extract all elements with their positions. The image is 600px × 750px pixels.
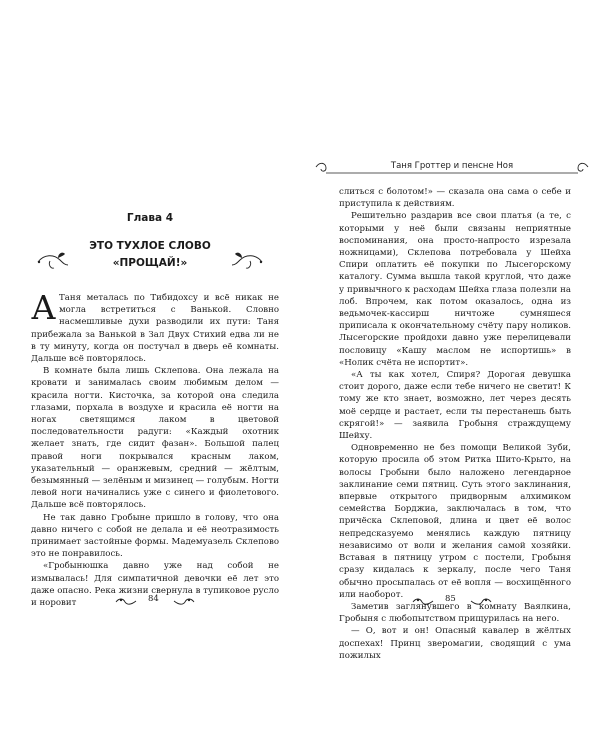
running-head <box>314 157 590 181</box>
chapter-title-line1: ЭТО ТУХЛОЕ СЛОВО <box>89 240 211 252</box>
paragraph: слиться с болотом!» — сказала она сама о себе и приступила к действиям. <box>339 187 571 210</box>
folio-ornament-left <box>115 597 137 606</box>
paragraph: Заметив заглянувшего в комнату Ваялкина, Гробыня с любопытством прищурилась на него. <box>339 601 571 625</box>
paragraph: «Гробынюшка давно уже над собой не измывалась! Для симпатичной девочки её лет это даже опасно. Река жизни свернула в тупиковое русло и норовит <box>31 561 279 609</box>
right-folio <box>412 594 492 608</box>
chapter-title-line2: «ПРОЩАЙ!» <box>112 257 188 269</box>
chapter-flourish-right <box>230 249 264 271</box>
right-page <box>300 0 600 750</box>
folio-ornament-right <box>173 597 195 606</box>
running-head-title: Таня Гроттер и пенсне Ноя <box>390 161 514 171</box>
left-folio <box>115 594 195 608</box>
paragraph <box>31 288 279 365</box>
paragraph: — О, вот и он! Опасный кавалер в жёлтых доспехах! Принц зверомагии, сводящий с ума пожилых <box>339 626 571 661</box>
right-body-text <box>339 186 571 662</box>
page-number: 84 <box>148 594 159 604</box>
paragraph: «А ты как хотел, Спиря? Дорогая девушка стоит дорого, даже если тебе ничего не светит! К тому же кто знает, возможно, лет через десять моё сердце и растает, если ты перестанешь быть скрягой!» — заявила Гробыня страждущему Шейху. <box>339 370 571 442</box>
folio-ornament-left <box>412 597 434 606</box>
drop-cap: А <box>31 288 56 327</box>
paragraph: Решительно раздарив все свои платья (а те, с которыми у неё были связаны неприятные воспоминания, она просто-напросто изрезала ножницами), Склепова потребовала у Шейха Спири оплатить её покупки по Лысегорскому каталогу. Сумма вышла такой круглой, что даже у привычного к расходам Шейха глаза полезли на лоб. Впрочем, как потом оказалось, одна из ведьмочек-кассирш ничтоже сумняшеся приписала к окончательному счёту пару ноликов. Лысегорские пройдохи давно уже перелицевали пословицу «Кашу маслом не испортишь» в «Нолик счёта не испортит». <box>339 211 571 368</box>
left-body-text <box>31 288 279 609</box>
paragraph: В комнате была лишь Склепова. Она лежала на кровати и занималась своим любимым делом — красила ногти. Кисточка, за которой она следила глазами, порхала в воздухе и красила её ногти на ногах светящимся лаком в цветовой последовательности радуги: «Каждый охотник желает знать, где сидит фазан». Большой палец правой ноги покрывался красным лаком, указательный — оранжевым, средний — жёлтым, безымянный — зелёным и мизинец — голубым. Ногти левой ноги начинались уже с синего и фиолетового. Дальше всё повторялось. <box>31 366 279 511</box>
paragraph: Одновременно не без помощи Великой Зуби, которую просила об этом Ритка Шито-Крыто, на волосы Гробыни было наложено легендарное заклинание семи пятниц. Суть этого заклинания, впервые открытого придворным алхимиком семейства Борджиа, заключалась в том, что причёска Склеповой, длина и цвет её волос непредсказуемо менялись каждую пятницу независимо от воли и желания самой хозяйки. Вставая в пятницу утром с постели, Гробыня сразу кидалась к зеркалу, после чего Таня обычно просыпалась от её вопля — восхищённого или наоборот. <box>339 443 571 600</box>
paragraph-text: Таня металась по Тибидохсу и всё никак не могла встретиться с Ванькой. Словно насмешливые духи разводили их пути: Таня прибежала за Ванькой в Зал Двух Стихий едва ли не в ту минуту, когда он постучал в дверь её комнаты. Дальше всё повторялось. <box>31 293 279 365</box>
page-number: 85 <box>445 594 456 604</box>
paragraph: Не так давно Гробыне пришло в голову, что она давно ничего с собой не делала и её неотразимость принимает застойные формы. Мадемуазель Склепово это не понравилось. <box>31 512 279 560</box>
chapter-label: Глава 4 <box>126 212 174 224</box>
folio-ornament-right <box>470 597 492 606</box>
